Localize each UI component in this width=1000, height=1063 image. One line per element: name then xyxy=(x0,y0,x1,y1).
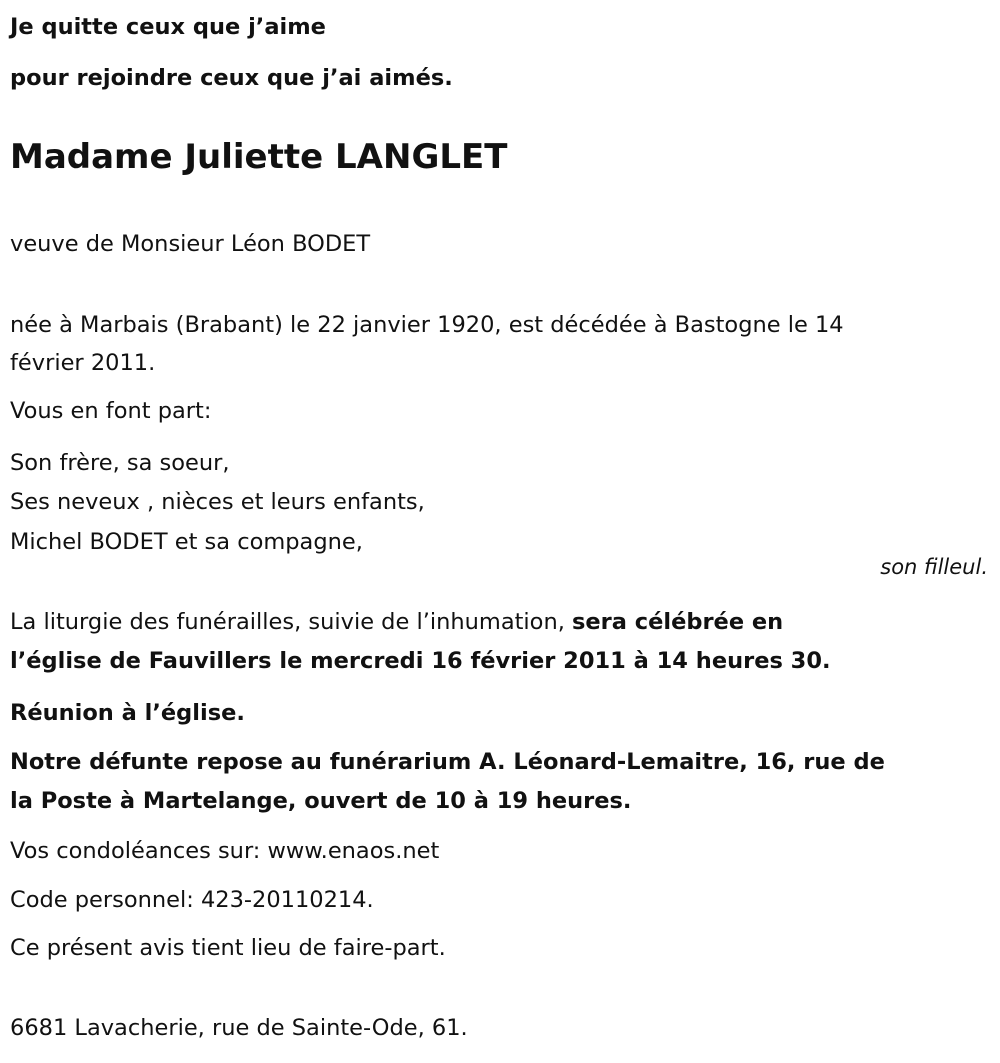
liturgy-bold: sera célébrée en xyxy=(572,609,784,635)
birth-death-line-2: février 2011. xyxy=(10,350,156,376)
epigraph-line-2: pour rejoindre ceux que j’ai aimés. xyxy=(10,65,453,91)
meeting: Réunion à l’église. xyxy=(10,700,245,726)
deceased-name: Madame Juliette LANGLET xyxy=(10,137,508,177)
repose-line-2: la Poste à Martelange, ouvert de 10 à 19 heures. xyxy=(10,788,632,814)
family-note: son filleul. xyxy=(880,555,988,579)
liturgy-line-1 xyxy=(10,607,783,637)
announce: Vous en font part: xyxy=(10,398,212,424)
personal-code: Code personnel: 423-20110214. xyxy=(10,887,374,913)
family-line: Ses neveux , nièces et leurs enfants, xyxy=(10,489,425,515)
epigraph-line-1: Je quitte ceux que j’aime xyxy=(10,14,326,40)
liturgy-line-2: l’église de Fauvillers le mercredi 16 février 2011 à 14 heures 30. xyxy=(10,648,831,674)
family-line: Son frère, sa soeur, xyxy=(10,450,230,476)
liturgy-regular: La liturgie des funérailles, suivie de l’inhumation, xyxy=(10,609,573,635)
condolences: Vos condoléances sur: www.enaos.net xyxy=(10,838,440,864)
birth-death-line-1: née à Marbais (Brabant) le 22 janvier 1920, est décédée à Bastogne le 14 xyxy=(10,312,844,338)
family-line: Michel BODET et sa compagne, xyxy=(10,529,363,555)
notice: Ce présent avis tient lieu de faire-part. xyxy=(10,935,446,961)
address: 6681 Lavacherie, rue de Sainte-Ode, 61. xyxy=(10,1015,468,1041)
repose-line-1: Notre défunte repose au funérarium A. Léonard-Lemaitre, 16, rue de xyxy=(10,749,885,775)
widow-of: veuve de Monsieur Léon BODET xyxy=(10,231,371,257)
